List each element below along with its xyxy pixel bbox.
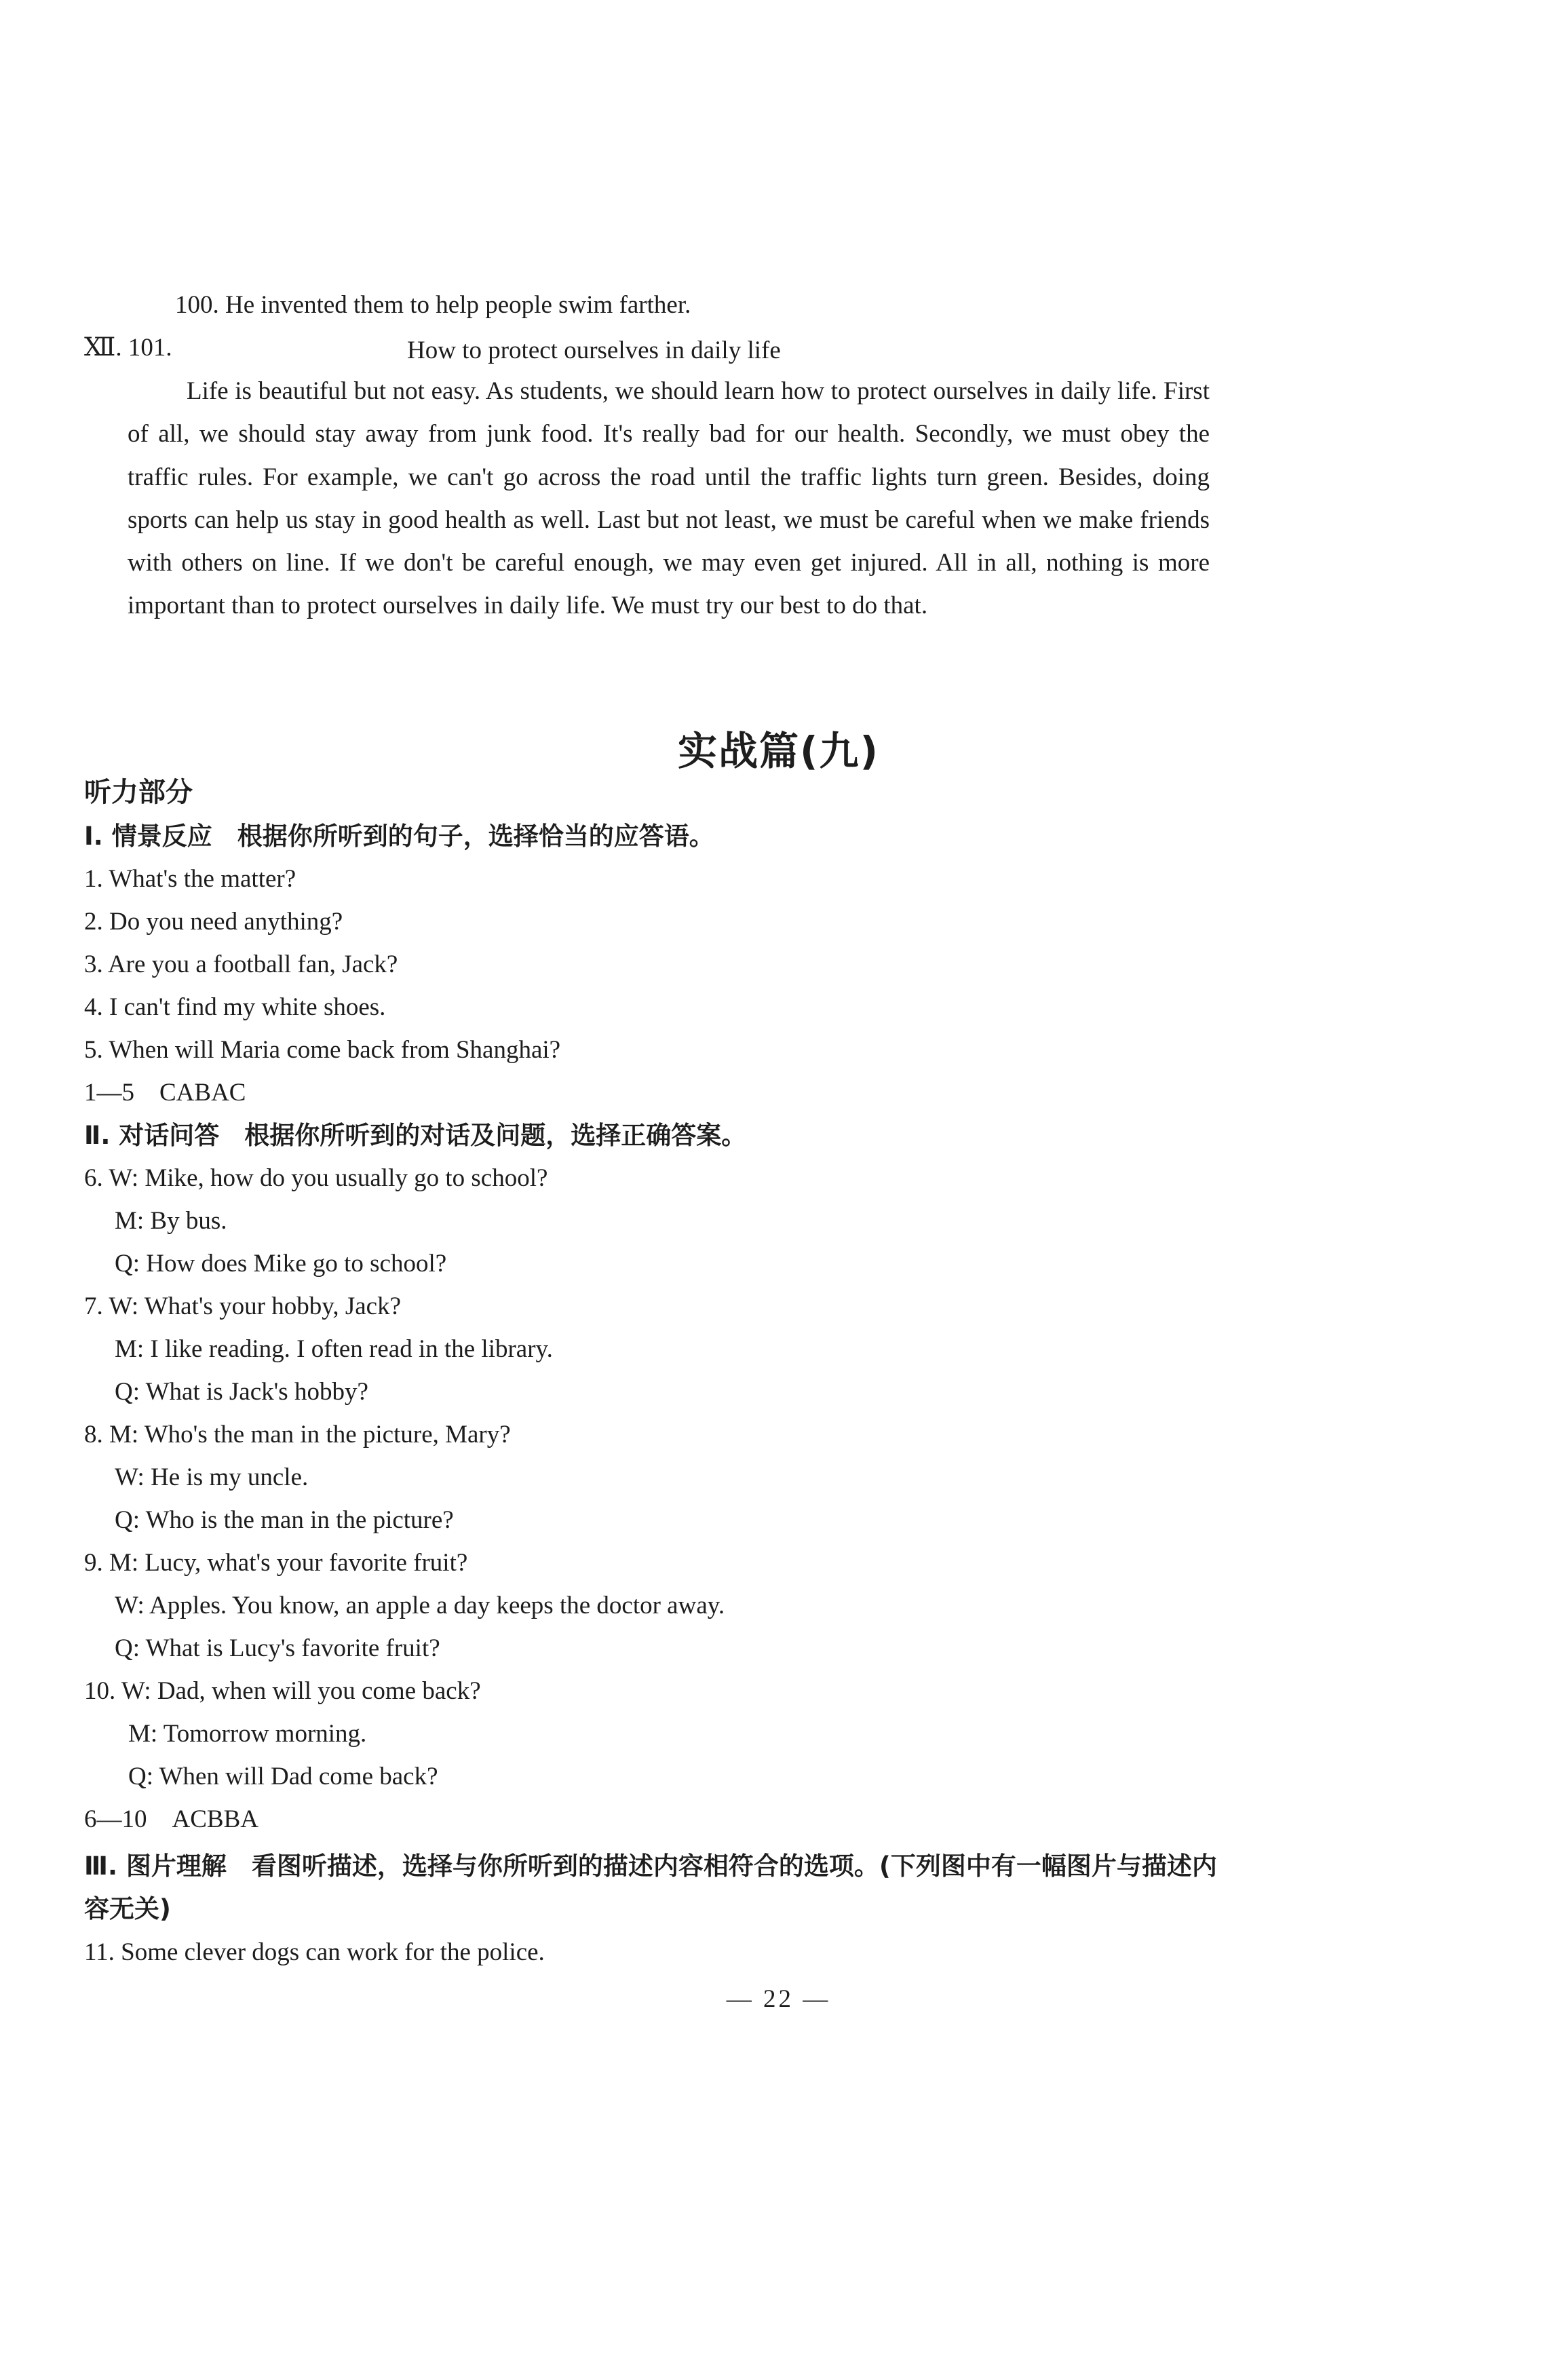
question-101-label: Ⅻ. 101.: [84, 334, 172, 362]
dialog-line: W: Apples. You know, an apple a day keeps the doctor away.: [115, 1592, 725, 1619]
dialog-line: 9. M: Lucy, what's your favorite fruit?: [84, 1549, 468, 1577]
part1-item: 4. I can't find my white shoes.: [84, 993, 386, 1021]
part1-item: 1. What's the matter?: [84, 865, 296, 893]
dialog-line: 6. W: Mike, how do you usually go to school?: [84, 1164, 548, 1192]
part2-answers: 6—10 ACBBA: [84, 1805, 258, 1833]
part1-item: 2. Do you need anything?: [84, 908, 343, 936]
page-number: — 22 —: [726, 1985, 831, 2013]
dialog-line: W: He is my uncle.: [115, 1463, 309, 1491]
dialog-line: Q: What is Lucy's favorite fruit?: [115, 1634, 440, 1662]
listening-title: 听力部分: [84, 777, 193, 808]
section-title: 实战篇(九): [677, 728, 880, 774]
dialog-line: M: By bus.: [115, 1207, 227, 1235]
dialog-line: Q: When will Dad come back?: [128, 1763, 438, 1790]
dialog-line: M: Tomorrow morning.: [128, 1720, 367, 1748]
essay-title: How to protect ourselves in daily life: [407, 337, 781, 364]
part3-item: 11. Some clever dogs can work for the police.: [84, 1938, 545, 1966]
part2-heading: Ⅱ. 对话问答 根据你所听到的对话及问题，选择正确答案。: [84, 1121, 747, 1150]
dialog-line: Q: How does Mike go to school?: [115, 1250, 447, 1278]
dialog-line: Q: What is Jack's hobby?: [115, 1378, 368, 1406]
part1-item: 5. When will Maria come back from Shanghai?: [84, 1036, 561, 1064]
part1-answers: 1—5 CABAC: [84, 1079, 246, 1107]
answer-100: 100. He invented them to help people swim farther.: [175, 291, 691, 319]
part1-heading: Ⅰ. 情景反应 根据你所听到的句子，选择恰当的应答语。: [84, 822, 714, 851]
dialog-line: Q: Who is the man in the picture?: [115, 1506, 454, 1534]
essay-text: Life is beautiful but not easy. As students, we should learn how to protect ourselves in daily life. First of all, we should stay away from junk food. It's really bad for our health. Secondly, we must obey the traffic rules. For example, we can't go across the road until the traffic lights turn green. Besides, doing sports can help us stay in good health as well. Last but not least, we must be careful when we make friends with others on line. If we don't be careful enough, we may even get injured. All in all, nothing is more important than to protect ourselves in daily life. We must try our best to do that.: [128, 377, 1210, 620]
dialog-line: 8. M: Who's the man in the picture, Mary?: [84, 1421, 511, 1448]
part3-heading: Ⅲ. 图片理解 看图听描述，选择与你所听到的描述内容相符合的选项。(下列图中有一幅图片与描述内容无关): [84, 1851, 1217, 1923]
dialog-line: 10. W: Dad, when will you come back?: [84, 1677, 481, 1705]
part1-item: 3. Are you a football fan, Jack?: [84, 951, 398, 978]
dialog-line: M: I like reading. I often read in the library.: [115, 1335, 553, 1363]
essay-body: [128, 370, 1210, 628]
dialog-line: 7. W: What's your hobby, Jack?: [84, 1292, 402, 1320]
